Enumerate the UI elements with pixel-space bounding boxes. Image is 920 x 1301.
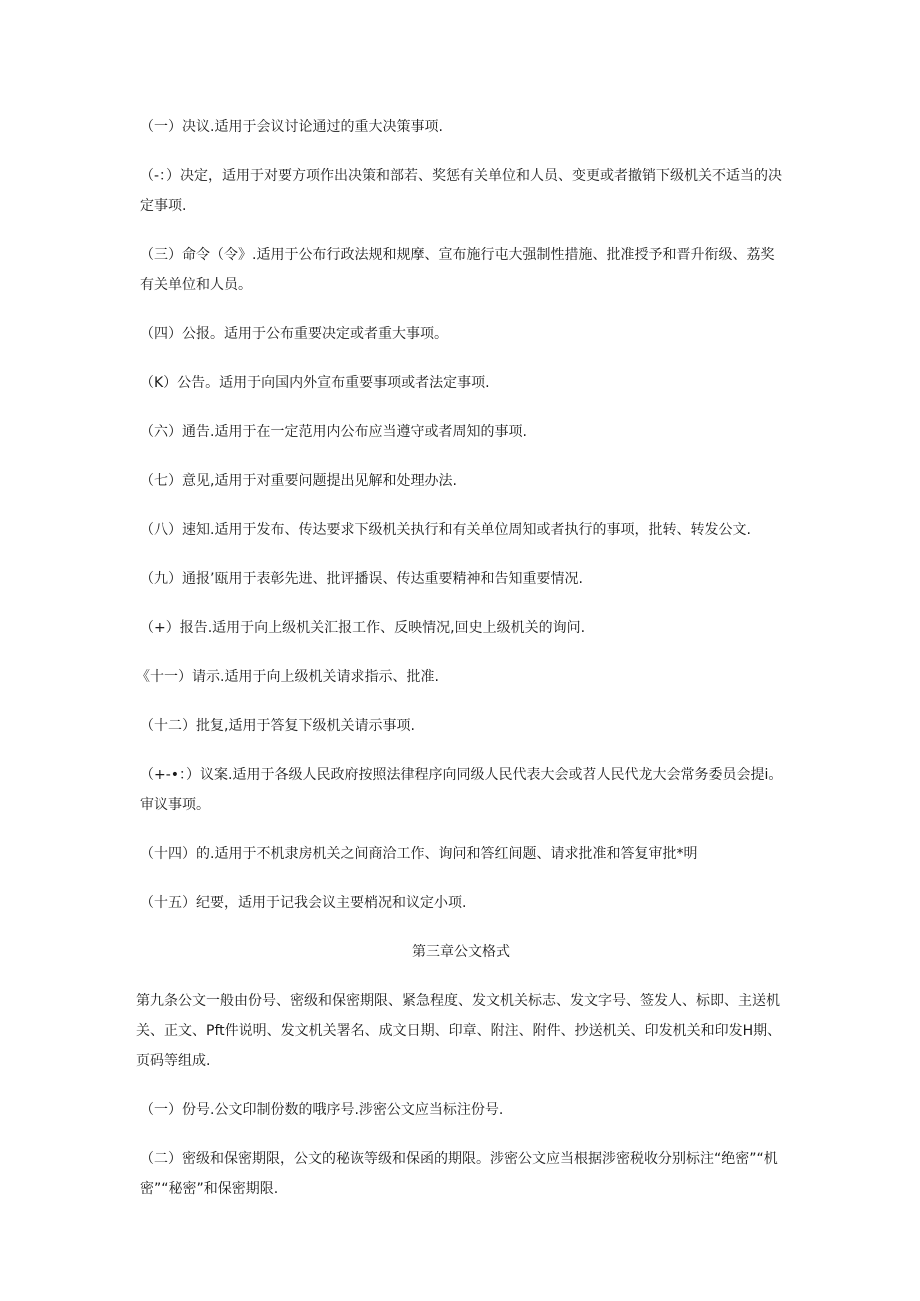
- item-public-notice: （六）通告.适用于在一定范用内公布应当遵守或者周知的事项.: [140, 424, 527, 440]
- item-motion: （+-•：）议案.适用于各级人民政府按照法律程序向同级人民代表大会或苕人民代龙大会常务委员会提i。审议事项。: [140, 767, 783, 813]
- item-circular: （九）通报’瓯用于表彰先进、批评播误、传达重要精神和告知重要情况.: [140, 571, 583, 587]
- item-announcement: （K）公告。适用于向国内外宣布重要事项或者法定事项.: [140, 375, 490, 391]
- item-decision: （-：）决定，适用于对要方项作出决策和部若、奖惩有关单位和人员、变更或者撤销下级机关不适当的决定事项.: [140, 168, 783, 214]
- item-letter: （十四）的.适用于不机隶房机关之间商洽工作、询问和答红间题、请求批准和答复审批*明: [140, 846, 698, 862]
- item-reply: （十二）批复,适用于答复下级机关请示事项.: [140, 718, 415, 734]
- item-resolution: （一）决议.适用于会议讨论通过的重大决策事项.: [140, 119, 443, 135]
- article-9: 第九条公文一般由份号、密级和保密期限、紧急程度、发文机关标志、发文字号、签发人、标即、主送机关、正文、Pft件说明、发文机关署名、成文日期、印章、附注、附件、抄送机关、印发机关和印发H期、页码等组成.: [136, 993, 782, 1069]
- chapter-heading: 第三章公文格式: [412, 944, 510, 960]
- document-body: [136, 112, 786, 1223]
- item-minutes: （十五）纪要，适用于记我会议主要梢况和议定小项.: [140, 895, 467, 911]
- item-report: （+）报告.适用于向上级机关汇报工作、反映情况,回史上级机关的询问.: [140, 620, 586, 636]
- item-communique: （四）公报。适用于公布重要决定或者重大事项。: [140, 326, 448, 342]
- sub-item-copy-number: （一）份号.公文印制份数的哦序号.涉密公文应当标注份号.: [140, 1102, 504, 1118]
- item-notice: （八）速知.适用于发布、传达要求下级机关执行和有关单位周知或者执行的事项，批转、转发公文.: [140, 522, 751, 538]
- sub-item-classification: （二）密级和保密期限，公文的秘诙等级和保函的期限。涉密公文应当根据涉密税收分别标注“绝密”“机密”“秘密”和保密期限.: [140, 1151, 778, 1197]
- item-order: （三）命令（令》.适用于公布行政法规和规摩、宣布施行屯大强制性措施、批准授予和晋升衔级、荔奖有关单位和人员。: [140, 247, 775, 293]
- item-request: 《十一）请示.适用于向上级机关请求指示、批准.: [136, 669, 439, 685]
- item-opinion: （七）意见,适用于对重要问题提出见解和处理办法.: [140, 473, 457, 489]
